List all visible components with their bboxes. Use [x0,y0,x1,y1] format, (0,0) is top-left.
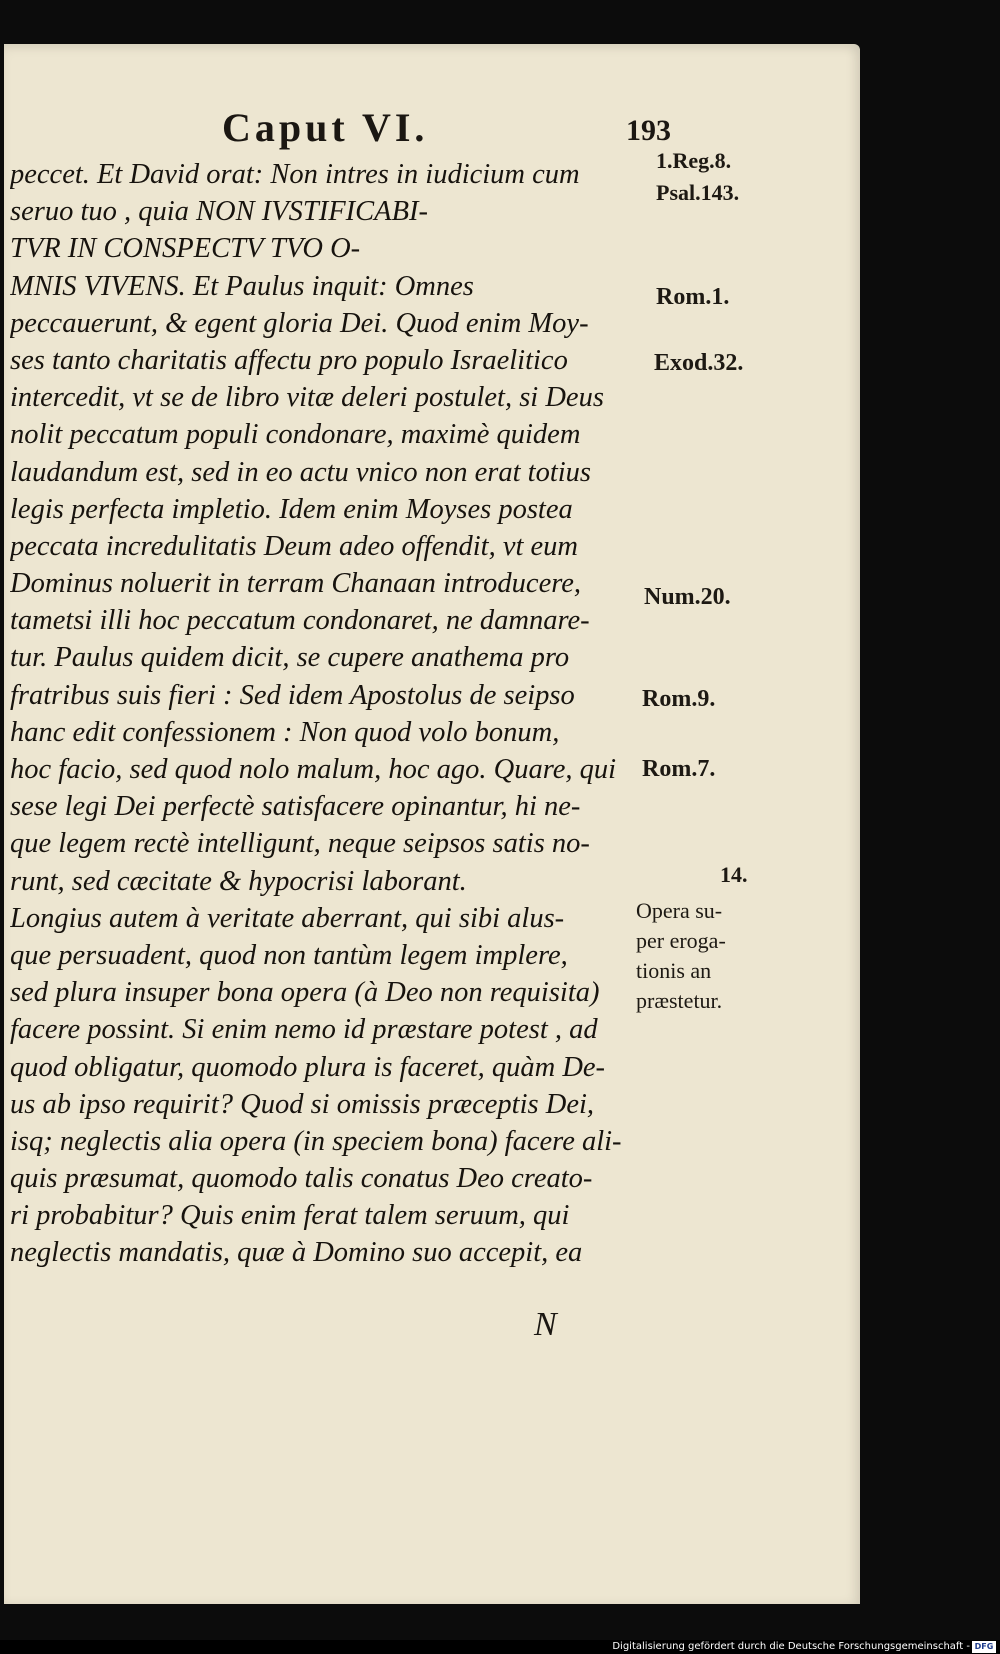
margin-note-rom9: Rom.9. [642,686,716,712]
text-line: nolit peccatum populi condonare, maximè quidem [10,419,581,451]
text-line: quis præsumat, quomodo talis conatus Deo creato- [10,1163,593,1195]
text-line: us ab ipso requirit? Quod si omissis præceptis Dei, [10,1088,595,1120]
text-line: tur. Paulus quidem dicit, se cupere anathema pro [10,642,570,674]
margin-note-psal: Psal.143. [656,180,740,205]
text-line: MNIS VIVENS. Et Paulus inquit: Omnes [10,270,474,302]
text-line: Dominus noluerit in terram Chanaan introducere, [10,568,582,600]
text-line: ri probabitur? Quis enim ferat talem seruum, qui [10,1200,570,1232]
text-line: runt, sed cæcitate & hypocrisi laborant. [10,865,467,897]
section-title-line-1: Opera su- [636,898,723,923]
margin-note-reg: 1.Reg.8. [656,148,732,173]
body-text [10,156,660,1272]
page-header [4,104,764,152]
margin-note-rom7: Rom.7. [642,756,716,782]
section-title-line-2: per eroga- [636,928,726,953]
text-line: peccet. Et David orat: Non intres in iudicium cum [10,159,580,190]
text-line: tametsi illi hoc peccatum condonaret, ne damnare- [10,605,590,637]
text-line: sese legi Dei perfectè satisfacere opinantur, hi ne- [10,791,581,823]
text-line: peccata incredulitatis Deum adeo offendit, vt eum [10,530,579,562]
footer-bar [0,1640,1000,1654]
text-line: quod obligatur, quomodo plura is faceret, quàm De- [10,1051,606,1083]
text-line: laudandum est, sed in eo actu vnico non erat totius [10,456,592,488]
text-line: seruo tuo , quia NON IVSTIFICABI- [10,196,428,228]
text-line: neglectis mandatis, quæ à Domino suo accepit, ea [10,1237,583,1269]
text-line: isq; neglectis alia opera (in speciem bona) facere ali- [10,1125,622,1157]
text-line: peccauerunt, & egent gloria Dei. Quod enim Moy- [10,307,589,339]
book-page [4,44,860,1604]
text-line: intercedit, vt se de libro vitæ deleri postulet, si Deus [10,382,604,414]
margin-note-num: Num.20. [644,584,731,610]
text-line: hoc facio, sed quod nolo malum, hoc ago. Quare, qui [10,754,617,785]
running-head: Caput VI. [222,105,429,150]
text-line: que persuadent, quod non tantùm legem implere, [10,939,568,971]
margin-note-exod: Exod.32. [654,350,744,376]
text-line: ses tanto charitatis affectu pro populo Israelitico [10,344,568,376]
text-line: hanc edit confessionem : Non quod volo bonum, [10,716,560,748]
section-number: 14. [720,862,748,887]
signature-mark: N [534,1306,557,1343]
section-title-line-4: præstetur. [636,988,723,1013]
text-line: facere possint. Si enim nemo id præstare potest , ad [10,1014,598,1046]
digitization-credit: Digitalisierung gefördert durch die Deutsche Forschungsgemeinschaft - [612,1641,970,1652]
margin-note-rom1: Rom.1. [656,284,730,310]
text-line: sed plura insuper bona opera (à Deo non requisita) [10,977,600,1009]
text-line: legis perfecta impletio. Idem enim Moyses postea [10,493,573,525]
text-line: fratribus suis fieri : Sed idem Apostolus de seipso [10,679,575,711]
text-line: Longius autem à veritate aberrant, qui sibi alus- [10,902,565,934]
section-title-note [636,896,726,1016]
page-number: 193 [626,114,671,147]
text-line: TVR IN CONSPECTV TVO O- [10,233,361,265]
text-line: que legem rectè intelligunt, neque seipsos satis no- [10,828,590,860]
dfg-logo: DFG [972,1641,996,1653]
section-title-line-3: tionis an [636,958,712,983]
